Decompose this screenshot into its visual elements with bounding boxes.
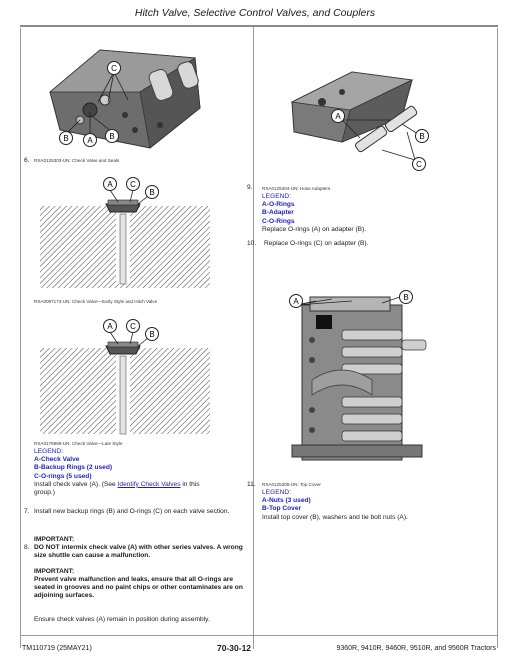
page-title: Hitch Valve, Selective Control Valves, and Couplers <box>134 7 376 19</box>
step-10-number: 10. <box>247 240 257 247</box>
step-7-number: 7. <box>24 508 30 515</box>
footer-models: 9360R, 9410R, 9460R, 9510R, and 9560R Tractors <box>336 645 496 652</box>
install-text-pre: Install check valve (A). (See <box>34 480 116 488</box>
step-6-text-line2: group.) <box>34 489 55 497</box>
step-9-legend <box>262 193 492 234</box>
legend9-title: LEGEND: <box>262 193 291 200</box>
step-11-legend <box>262 489 492 522</box>
step-9-number: 9. <box>247 184 253 191</box>
fig1-label-b1: B <box>63 134 69 143</box>
important-2-title: IMPORTANT: <box>34 568 75 575</box>
step-11-text: Install top cover (B), washers and tie bolt nuts (A). <box>262 513 408 521</box>
figure-hose-adapters <box>282 62 442 177</box>
step-10-text: Replace O-rings (C) on adapter (B). <box>264 240 369 247</box>
fig2-label-c: C <box>130 180 136 189</box>
fig3-caption: RXA0175969-UN: Check Valve—Late Style <box>34 441 123 446</box>
step-6-legend <box>34 448 246 497</box>
column-divider <box>253 27 254 649</box>
fig1-caption: RXA0125303-UN: Check Valve and Seals <box>34 158 120 163</box>
step-6-number: 6. <box>24 157 30 164</box>
legend9-item-a: A-O-Rings <box>262 201 295 209</box>
legend11-item-b: B-Top Cover <box>262 505 302 513</box>
fig4-label-b: B <box>419 132 425 141</box>
step-7-text: Install new backup rings (B) and O-rings (C) on each valve section. <box>34 508 230 515</box>
figure-check-valve-and-seals <box>40 30 210 155</box>
fig3-label-a: A <box>107 322 113 331</box>
important-2-text: Prevent valve malfunction and leaks, ensure that all O-rings are seated in grooves and no paint chips or other contaminates are on adjoining surfaces. <box>34 576 243 600</box>
install-text-post: in this <box>182 480 200 488</box>
fig2-label-a: A <box>107 180 113 189</box>
legend-item-b: B-Backup Rings (2 used) <box>34 464 113 472</box>
fig4-caption: RXA0125304-UN: Hose Adapters <box>262 186 331 191</box>
fig4-label-c: C <box>416 160 422 169</box>
fig1-label-c: C <box>111 64 117 73</box>
legend-title: LEGEND: <box>34 448 63 455</box>
important-1-title: IMPORTANT: <box>34 536 75 543</box>
identify-check-valves-link[interactable]: Identify Check Valves <box>117 480 181 488</box>
fig1-label-a: A <box>87 136 93 145</box>
legend9-item-b: B-Adapter <box>262 209 294 217</box>
fig2-caption: RXA0097173-UN: Check Valve—Early Style and Hitch Valve <box>34 299 158 304</box>
legend11-title: LEGEND: <box>262 489 291 496</box>
header-rule <box>20 25 498 27</box>
fig3-label-b: B <box>149 330 155 339</box>
fig5-caption: RXA0125305-UN: Top Cover <box>262 482 321 487</box>
legend11-item-a: A-Nuts (3 used) <box>262 497 311 505</box>
footer-rule <box>20 635 498 636</box>
step-9-text: Replace O-rings (A) on adapter (B). <box>262 225 367 233</box>
figure-check-valve-early <box>40 170 210 295</box>
fig5-label-a: A <box>293 297 299 306</box>
step-8-number: 8. <box>24 544 30 551</box>
figure-top-cover <box>282 285 442 475</box>
legend-item-a: A-Check Valve <box>34 456 80 464</box>
legend9-item-c: C-O-Rings <box>262 217 295 225</box>
step-11-number: 11. <box>247 481 256 488</box>
figure-check-valve-late <box>40 312 210 437</box>
important-1-text: DO NOT intermix check valve (A) with other series valves. A wrong size shuttle can cause a malfunction. <box>34 544 243 560</box>
ensure-text: Ensure check valves (A) remain in position during assembly. <box>34 616 210 623</box>
fig4-label-a: A <box>335 112 341 121</box>
footer-page-number: 70-30-12 <box>217 643 252 653</box>
legend-item-c: C-O-rings (5 used) <box>34 472 92 480</box>
footer-doc-id: TM110719 (25MAY21) <box>22 645 92 652</box>
fig3-label-c: C <box>130 322 136 331</box>
fig5-label-b: B <box>403 293 409 302</box>
fig2-label-b: B <box>149 188 155 197</box>
step-6-text <box>34 481 246 489</box>
fig1-label-b2: B <box>109 132 115 141</box>
